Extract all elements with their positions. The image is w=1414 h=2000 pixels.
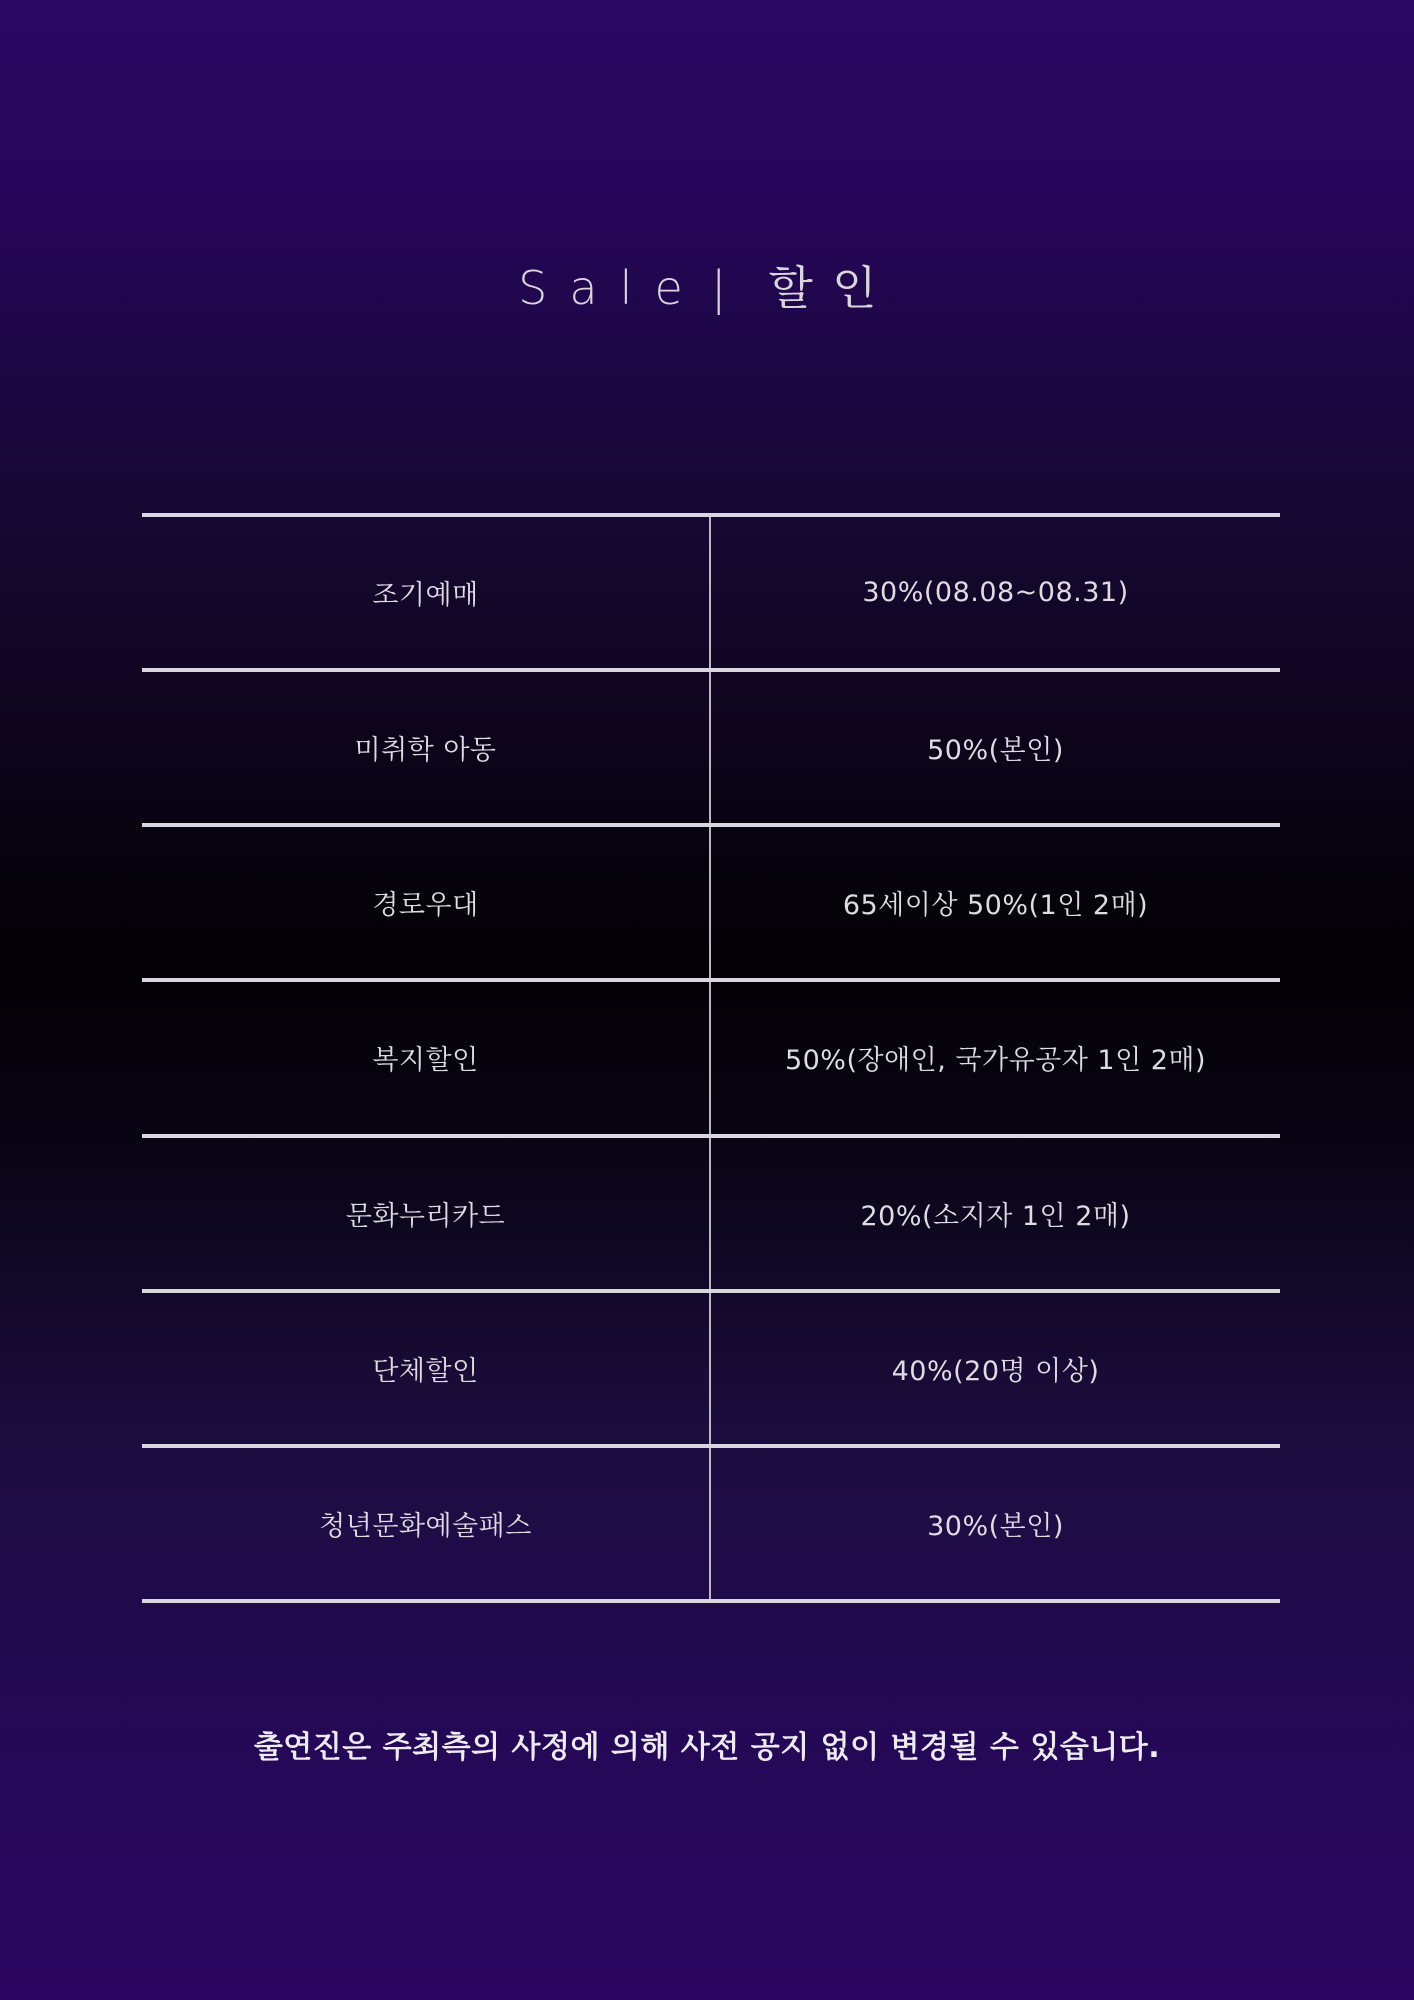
discount-value: 20%(소지자 1인 2매) (860, 1200, 1131, 1232)
discount-table (142, 513, 1280, 1603)
table-row (142, 827, 1280, 982)
page-title (0, 252, 1414, 318)
discount-category: 단체할인 (142, 1293, 711, 1444)
discount-value: 30%(08.08~08.31) (862, 577, 1129, 609)
discount-value: 40%(20명 이상) (891, 1355, 1100, 1387)
discount-category: 조기예매 (142, 517, 711, 668)
discount-value: 30%(본인) (927, 1510, 1064, 1542)
table-row (142, 1293, 1280, 1448)
table-row (142, 517, 1280, 672)
table-row (142, 1448, 1280, 1603)
discount-category: 문화누리카드 (142, 1138, 711, 1289)
table-row (142, 672, 1280, 827)
discount-value: 50%(장애인, 국가유공자 1인 2매) (784, 1045, 1207, 1077)
table-row (142, 1138, 1280, 1293)
discount-category: 청년문화예술패스 (142, 1448, 711, 1599)
discount-value: 50%(본인) (927, 735, 1064, 767)
page-title-ko: 할인 (768, 261, 896, 315)
discount-category: 복지할인 (142, 982, 711, 1133)
page-title-separator: | (710, 261, 727, 315)
footer-notice: 출연진은 주최측의 사정에 의해 사전 공지 없이 변경될 수 있습니다. (253, 1730, 1161, 1765)
discount-value: 65세이상 50%(1인 2매) (842, 890, 1149, 922)
discount-category: 경로우대 (142, 827, 711, 978)
discount-category: 미취학 아동 (142, 672, 711, 823)
page-title-en: Sale (518, 261, 705, 315)
table-row (142, 982, 1280, 1137)
